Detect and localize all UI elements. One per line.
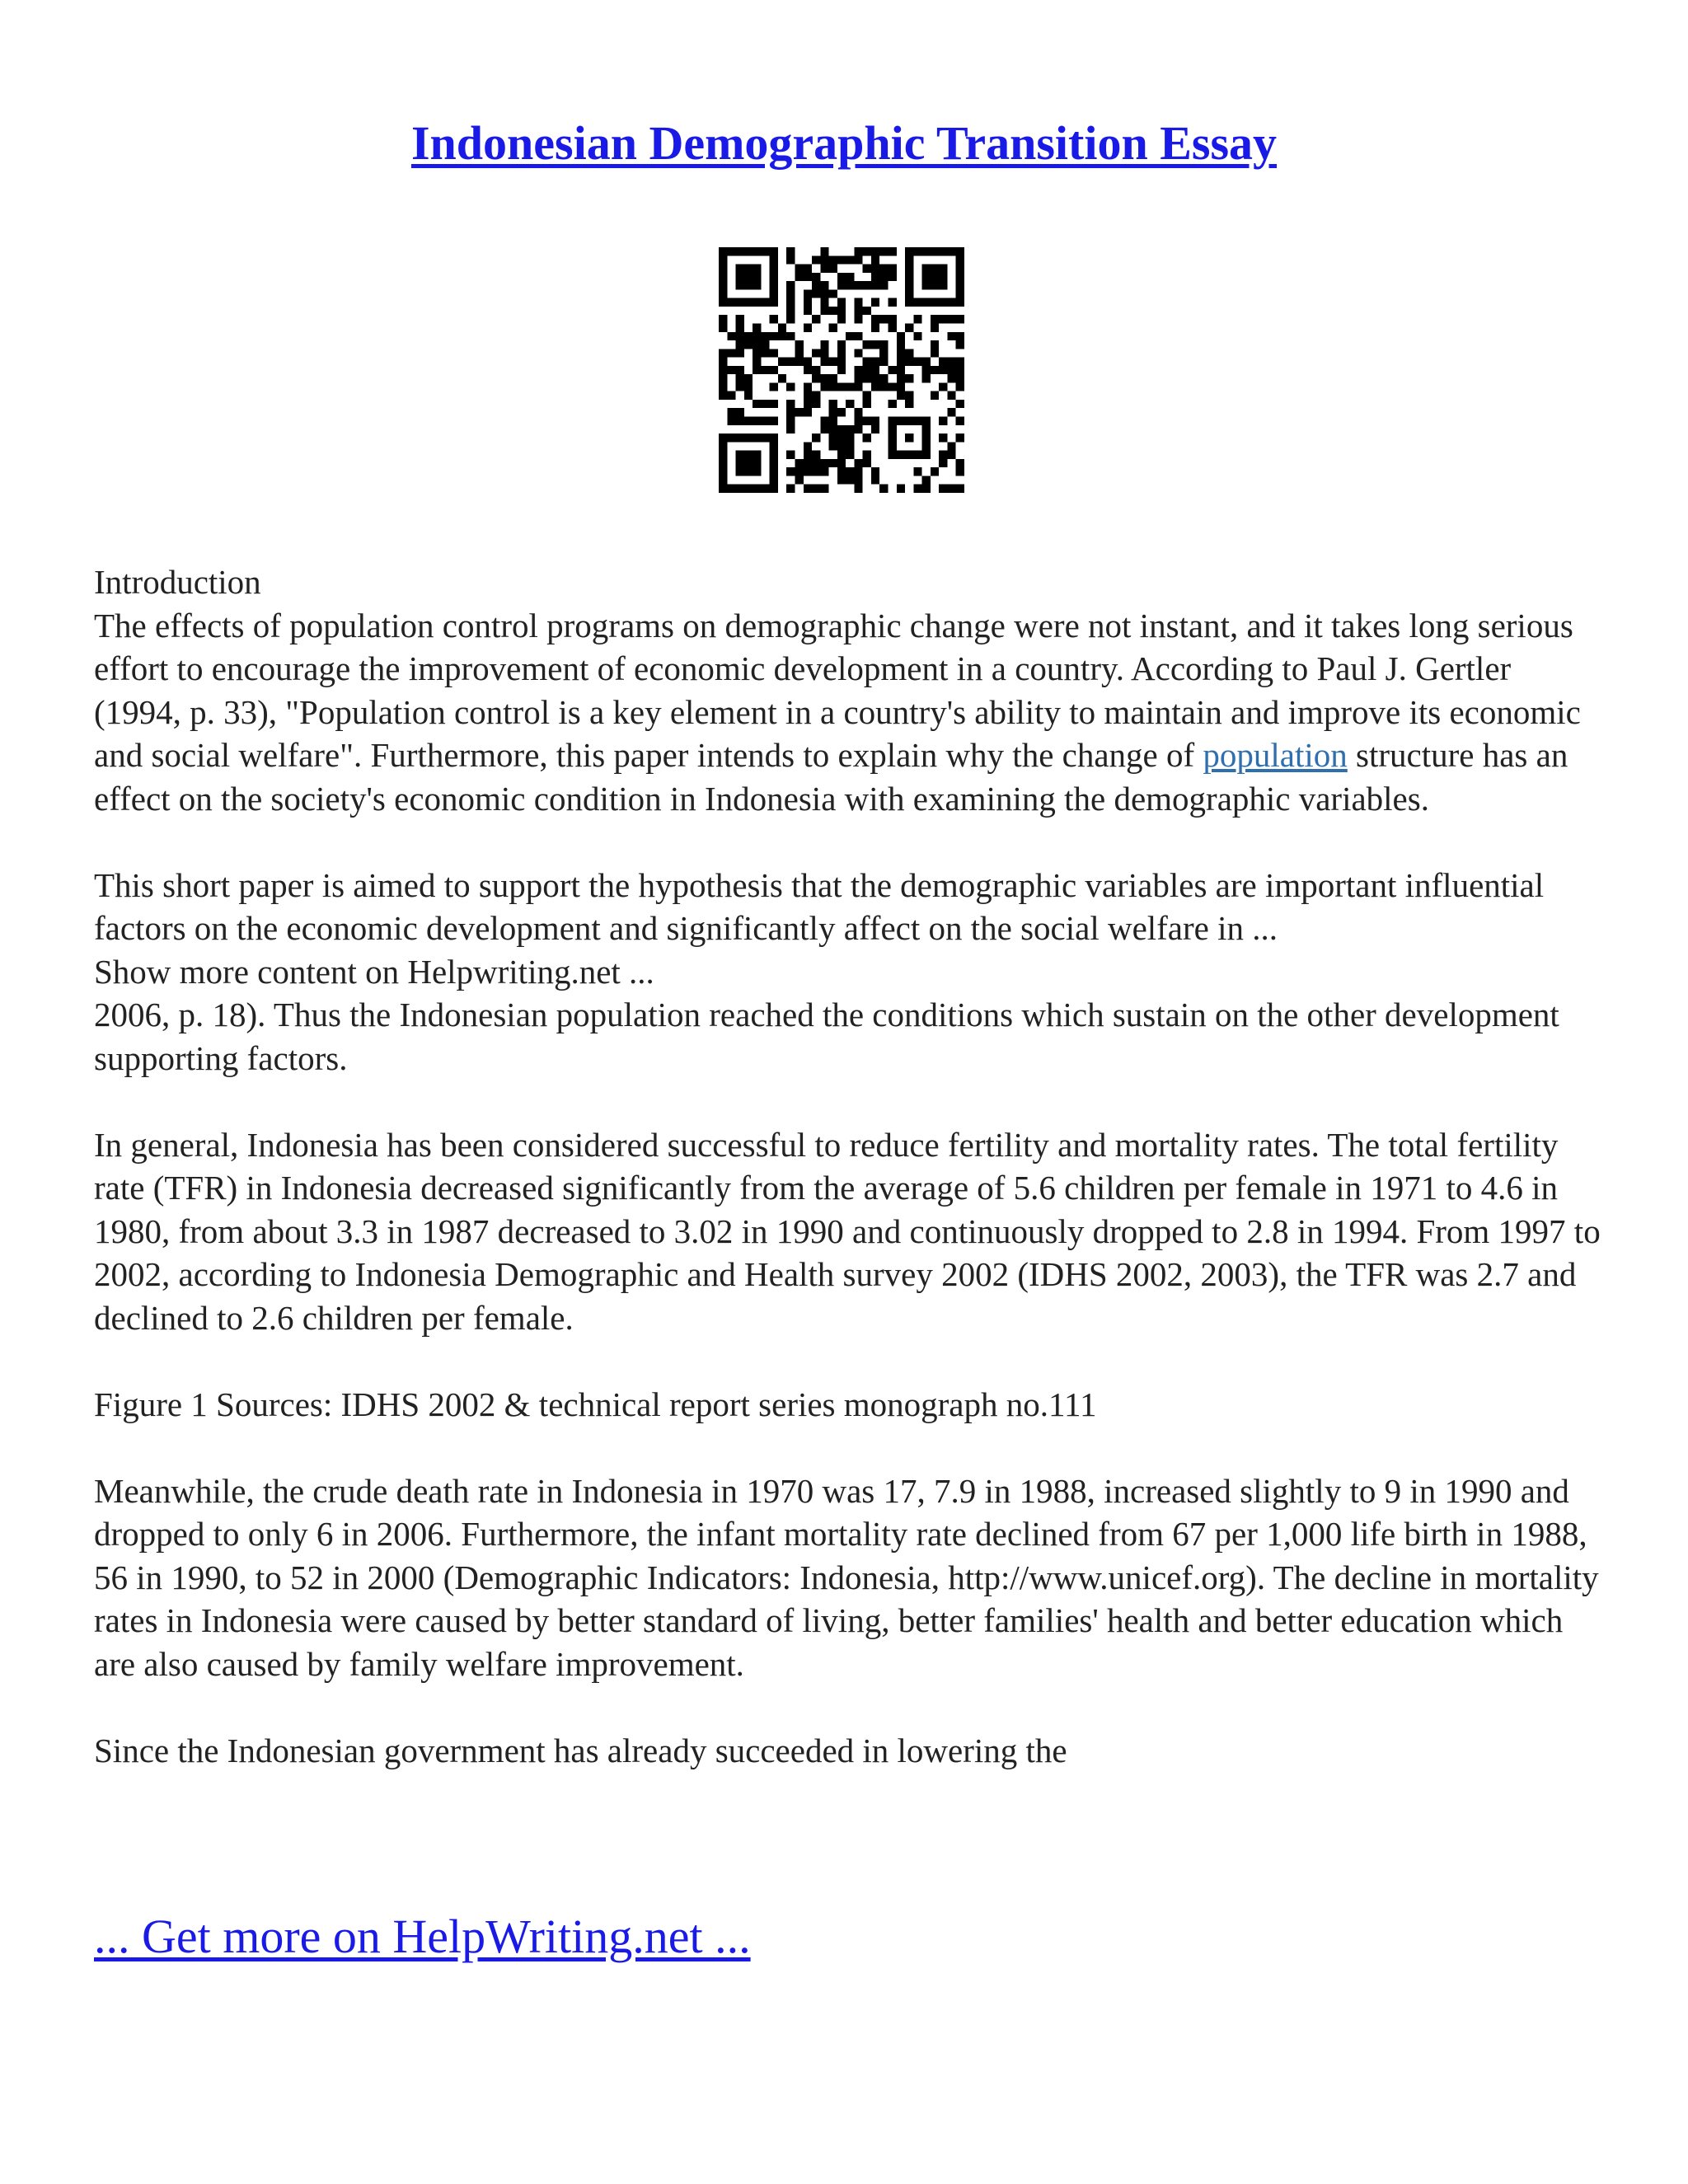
paragraph-gap [94, 1685, 1602, 1729]
title-container [0, 115, 1688, 171]
paragraph-intro [94, 604, 1602, 821]
page-title-link[interactable]: Indonesian Demographic Transition Essay [410, 116, 1278, 170]
population-link[interactable]: population [1203, 736, 1348, 774]
paragraph-gap [94, 1426, 1602, 1469]
show-more-text: Show more content on Helpwriting.net ... [94, 952, 654, 991]
figure-caption: Figure 1 Sources: IDHS 2002 & technical report series monograph no.111 [94, 1385, 1097, 1423]
paragraph-intro-text-1: The effects of population control programs on demographic change were not instant, and it takes long serious effort to encourage the improvement of economic development in a country. According to Paul J. Gertler (1994, p. 33), "Population control is a key element in a country's ability to maintain and improve its economic and social welfare". Furthermore, this paper intends to explain why the change of [94, 606, 1581, 774]
intro-heading: Introduction [94, 563, 261, 601]
paragraph-hypothesis: This short paper is aimed to support the hypothesis that the demographic variables are important influential factors on the economic development and significantly affect on the social welfare in ... [94, 865, 1545, 947]
essay-body [94, 560, 1602, 1772]
qr-code-icon [719, 247, 964, 493]
paragraph-gap [94, 1080, 1602, 1123]
get-more-link[interactable]: ... Get more on HelpWriting.net ... [94, 1910, 751, 1963]
paragraph-gap [94, 1339, 1602, 1383]
paragraph-government: Since the Indonesian government has already succeeded in lowering the [94, 1731, 1067, 1769]
paragraph-fertility: In general, Indonesia has been considered successful to reduce fertility and mortality rates. The total fertility rate (TFR) in Indonesia decreased significantly from the average of 5.6 children per female in 1971 to 4.6 in 1980, from about 3.3 in 1987 decreased to 3.02 in 1990 and continuously dropped to 2.8 in 1994. From 1997 to 2002, according to Indonesia Demographic and Health survey 2002 (IDHS 2002, 2003), the TFR was 2.7 and declined to 2.6 children per female. [94, 1125, 1601, 1337]
paragraph-gap [94, 820, 1602, 864]
paragraph-intro-text-2: structure has an effect on the society's economic condition in Indonesia with examining the demographic variables. [94, 736, 1568, 818]
paragraph-mortality: Meanwhile, the crude death rate in Indonesia in 1970 was 17, 7.9 in 1988, increased slightly to 9 in 1990 and dropped to only 6 in 2006. Furthermore, the infant mortality rate declined from 67 per 1,000 life birth in 1988, 56 in 1990, to 52 in 2000 (Demographic Indicators: Indonesia, http://www.unicef.org). The decline in mortality rates in Indonesia were caused by better standard of living, better families' health and better education which are also caused by family welfare improvement. [94, 1471, 1599, 1683]
paragraph-continuation: 2006, p. 18). Thus the Indonesian population reached the conditions which sustain on the other development supporting factors. [94, 996, 1559, 1077]
